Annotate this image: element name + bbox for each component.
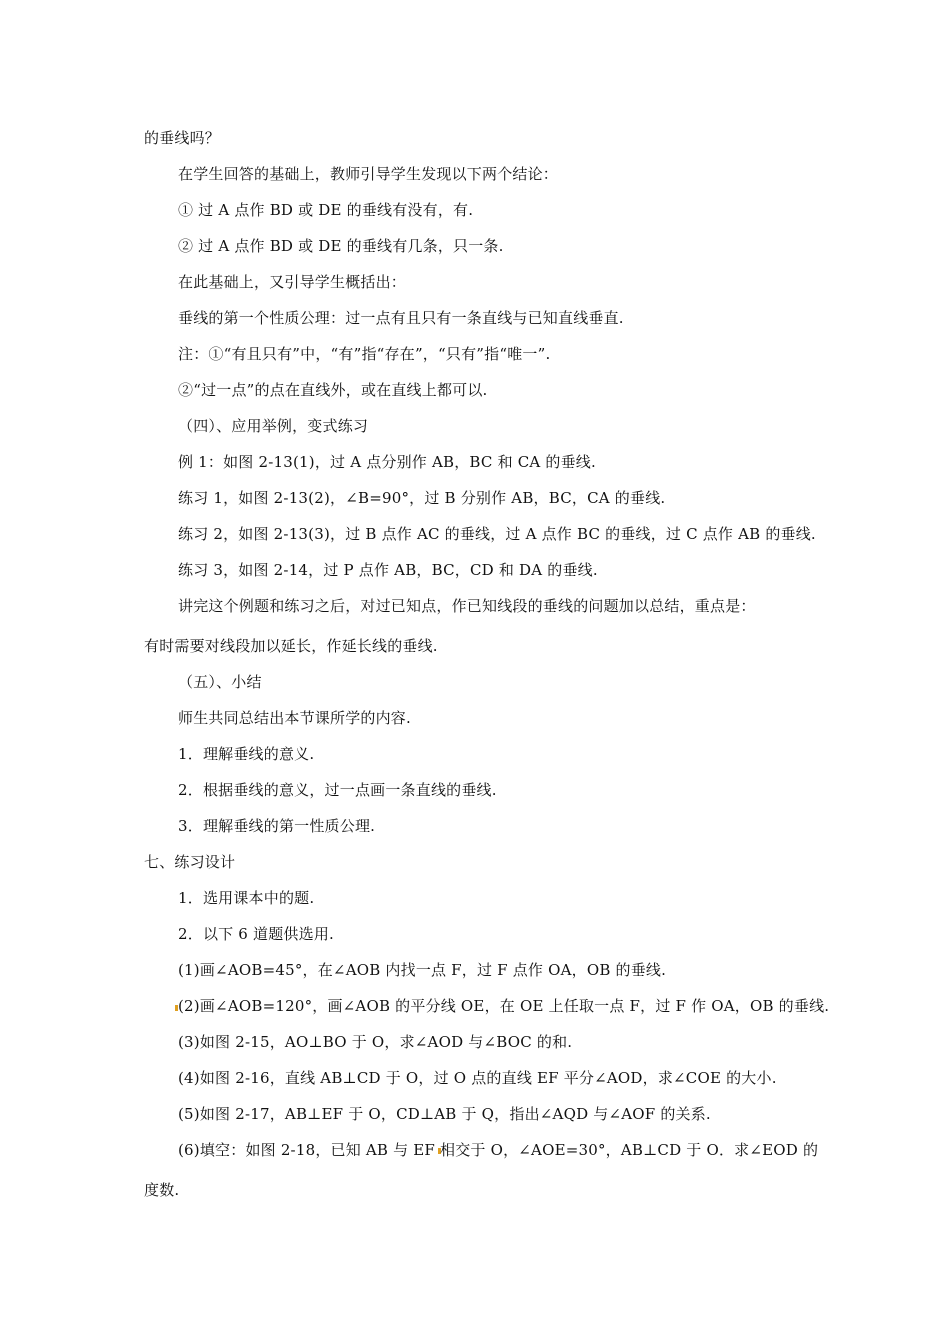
text-line-summary-point: 讲完这个例题和练习之后，对过已知点，作已知线段的垂线的问题加以总结，重点是： <box>178 597 756 615</box>
text-line-continuation: 的垂线吗？ <box>144 129 221 147</box>
list-item-summary-2: 2．根据垂线的意义，过一点画一条直线的垂线. <box>178 781 497 799</box>
text-line-exercise-2: 练习 2，如图 2-13(3)，过 B 点作 AC 的垂线，过 A 点作 BC 的垂线，过 C 点作 AB 的垂线. <box>178 525 816 543</box>
text-line-example-1: 例 1：如图 2-13(1)，过 A 点分别作 AB，BC 和 CA 的垂线. <box>178 453 596 471</box>
text-line-note-1: 注：①“有且只有”中，“有”指“存在”，“只有”指“唯一”. <box>178 345 551 363</box>
list-item-practice-2: 2．以下 6 道题供选用. <box>178 925 334 943</box>
section-heading-four: （四）、应用举例，变式练习 <box>178 417 369 435</box>
problem-6-cont: 度数. <box>144 1181 180 1199</box>
text-line-intro: 在学生回答的基础上，教师引导学生发现以下两个结论： <box>178 165 559 183</box>
problem-5: (5)如图 2-17，AB⊥EF 于 O，CD⊥AB 于 Q，指出∠AQD 与∠AOF 的关系. <box>178 1105 711 1123</box>
list-item-summary-1: 1．理解垂线的意义. <box>178 745 315 763</box>
problem-2: (2)画∠AOB=120°，画∠AOB 的平分线 OE，在 OE 上任取一点 F，过 F 作 OA，OB 的垂线. <box>178 997 830 1015</box>
text-line-summary-point-cont: 有时需要对线段加以延长，作延长线的垂线. <box>144 637 438 655</box>
text-line-summary-content: 师生共同总结出本节课所学的内容. <box>178 709 411 727</box>
problem-3: (3)如图 2-15，AO⊥BO 于 O，求∠AOD 与∠BOC 的和. <box>178 1033 573 1051</box>
list-item-summary-3: 3．理解垂线的第一性质公理. <box>178 817 376 835</box>
text-line-note-2: ②“过一点”的点在直线外，或在直线上都可以. <box>178 381 488 399</box>
text-line-conclusion-1: ① 过 A 点作 BD 或 DE 的垂线有没有，有. <box>178 201 474 219</box>
problem-1: (1)画∠AOB=45°，在∠AOB 内找一点 F，过 F 点作 OA，OB 的垂线. <box>178 961 667 979</box>
text-line-exercise-3: 练习 3，如图 2-14，过 P 点作 AB，BC，CD 和 DA 的垂线. <box>178 561 598 579</box>
problem-6: (6)填空：如图 2-18，已知 AB 与 EF 相交于 O，∠AOE=30°，AB⊥CD 于 O．求∠EOD 的 <box>178 1141 819 1159</box>
problem-4: (4)如图 2-16，直线 AB⊥CD 于 O，过 O 点的直线 EF 平分∠AOD，求∠COE 的大小. <box>178 1069 777 1087</box>
section-heading-five: （五）、小结 <box>178 673 262 691</box>
text-line-exercise-1: 练习 1，如图 2-13(2)，∠B=90°，过 B 分别作 AB，BC，CA 的垂线. <box>178 489 666 507</box>
list-item-practice-1: 1．选用课本中的题. <box>178 889 315 907</box>
text-line-conclusion-2: ② 过 A 点作 BD 或 DE 的垂线有几条，只一条. <box>178 237 504 255</box>
section-heading-seven: 七、练习设计 <box>144 853 236 871</box>
text-line-axiom: 垂线的第一个性质公理：过一点有且只有一条直线与已知直线垂直. <box>178 309 624 327</box>
text-line-summary-intro: 在此基础上，又引导学生概括出： <box>178 273 407 291</box>
